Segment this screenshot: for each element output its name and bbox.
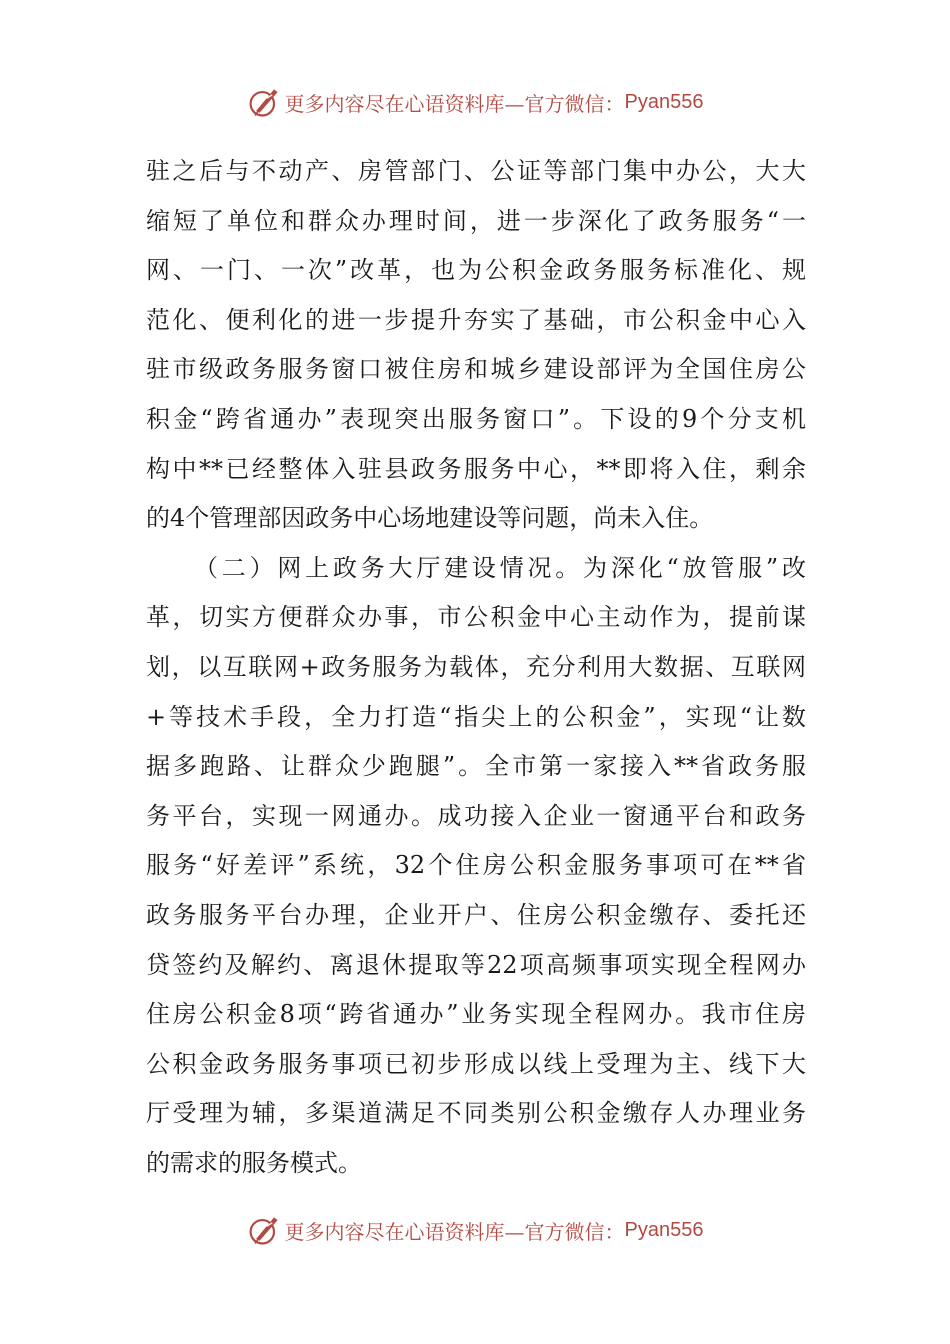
text-line: 务平台，实现一网通办。成功接入企业一窗通平台和政务 bbox=[146, 801, 806, 830]
section-heading-line: （二）网上政务大厅建设情况。为深化“放管服”改 bbox=[194, 553, 806, 582]
text-line: 服务“好差评”系统，32个住房公积金服务事项可在**省 bbox=[146, 851, 806, 880]
text-line: 厅受理为辅，多渠道满足不同类别公积金缴存人办理业务 bbox=[146, 1099, 806, 1128]
watermark-wechat-id: Pyan556 bbox=[624, 1218, 704, 1241]
text-line: 缩短了单位和群众办理时间，进一步深化了政务服务“一 bbox=[146, 206, 806, 235]
text-line: 住房公积金8项“跨省通办”业务实现全程网办。我市住房 bbox=[146, 1000, 806, 1029]
text-line: 的4个管理部因政务中心场地建设等问题，尚未入住。 bbox=[146, 504, 714, 533]
watermark-wechat-id: Pyan556 bbox=[624, 90, 704, 113]
text-line: 范化、便利化的进一步提升夯实了基础，市公积金中心入 bbox=[146, 305, 806, 334]
footer-watermark bbox=[0, 1210, 950, 1250]
text-line: 革，切实方便群众办事，市公积金中心主动作为，提前谋 bbox=[146, 603, 806, 632]
text-line: 驻之后与不动产、房管部门、公证等部门集中办公，大大 bbox=[146, 157, 806, 185]
watermark-text: 更多内容尽在心语资料库—官方微信： bbox=[284, 1219, 625, 1244]
text-line: 公积金政务服务事项已初步形成以线上受理为主、线下大 bbox=[146, 1049, 806, 1078]
header-watermark bbox=[0, 82, 950, 122]
quill-circle-icon bbox=[247, 1212, 283, 1248]
text-line: 据多跑路、让群众少跑腿”。全市第一家接入**省政务服 bbox=[146, 752, 806, 781]
text-line: 网、一门、一次”改革，也为公积金政务服务标准化、规 bbox=[146, 256, 806, 285]
text-line: 的需求的服务模式。 bbox=[146, 1148, 362, 1177]
text-line: 划，以互联网+政务服务为载体，充分利用大数据、互联网 bbox=[146, 652, 806, 681]
document-body bbox=[146, 147, 806, 1188]
text-line: 政务服务平台办理，企业开户、住房公积金缴存、委托还 bbox=[146, 900, 806, 929]
text-line: 构中**已经整体入驻县政务服务中心，**即将入住，剩余 bbox=[146, 454, 806, 483]
quill-circle-icon bbox=[247, 84, 283, 120]
text-line: 驻市级政务服务窗口被住房和城乡建设部评为全国住房公 bbox=[146, 355, 806, 384]
text-line: +等技术手段，全力打造“指尖上的公积金”，实现“让数 bbox=[146, 702, 806, 731]
text-line: 积金“跨省通办”表现突出服务窗口”。下设的9个分支机 bbox=[146, 404, 806, 433]
text-line: 贷签约及解约、离退休提取等22项高频事项实现全程网办 bbox=[146, 950, 806, 979]
watermark-text: 更多内容尽在心语资料库—官方微信： bbox=[284, 91, 625, 116]
